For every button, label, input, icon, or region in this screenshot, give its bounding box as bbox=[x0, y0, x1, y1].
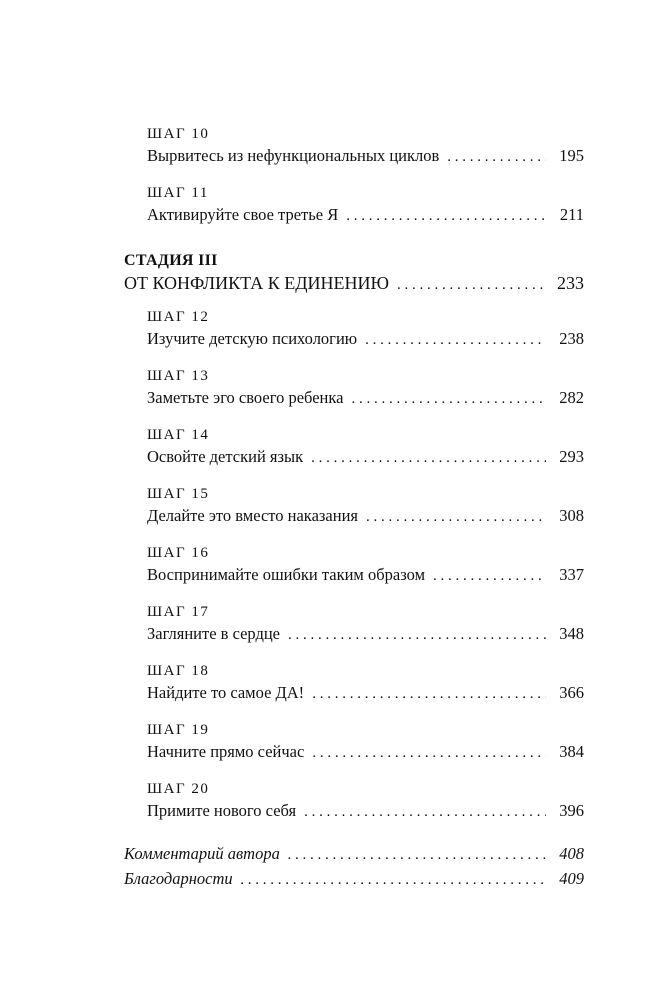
toc-entry bbox=[147, 622, 584, 646]
toc-entry bbox=[147, 563, 584, 587]
toc-step-10[interactable] bbox=[147, 124, 584, 168]
dot-leader bbox=[397, 273, 546, 297]
entry-title: Примите нового себя bbox=[147, 801, 297, 820]
step-label: ШАГ 17 bbox=[147, 604, 210, 620]
entry-title: Воспринимайте ошибки таким образом bbox=[147, 565, 426, 584]
dot-leader bbox=[351, 387, 546, 411]
page-number: 293 bbox=[559, 447, 584, 466]
page-number: 408 bbox=[559, 844, 584, 863]
toc-entry bbox=[147, 799, 584, 823]
step-label: ШАГ 20 bbox=[147, 781, 210, 797]
toc-entry bbox=[147, 203, 584, 227]
entry-title: Заметьте эго своего ребенка bbox=[147, 388, 344, 407]
entry-title: Вырвитесь из нефункциональных циклов bbox=[147, 146, 440, 165]
toc-entry bbox=[147, 740, 584, 764]
toc-entry bbox=[124, 271, 584, 295]
toc-step-20[interactable] bbox=[147, 779, 584, 823]
toc-entry-acknowledgements[interactable] bbox=[124, 866, 584, 891]
dot-leader bbox=[288, 623, 546, 647]
toc-step-18[interactable] bbox=[147, 661, 584, 705]
entry-title: Начните прямо сейчас bbox=[147, 742, 305, 761]
dot-leader bbox=[312, 741, 546, 765]
step-label: ШАГ 13 bbox=[147, 368, 210, 384]
dot-leader bbox=[312, 682, 546, 706]
dot-leader bbox=[366, 505, 546, 529]
page-number: 337 bbox=[559, 565, 584, 584]
toc-entry bbox=[147, 144, 584, 168]
dot-leader bbox=[433, 564, 546, 588]
dot-leader bbox=[365, 328, 546, 352]
toc-step-14[interactable] bbox=[147, 425, 584, 469]
step-label: ШАГ 18 bbox=[147, 663, 210, 679]
page-number: 308 bbox=[559, 506, 584, 525]
stage-title: ОТ КОНФЛИКТА К ЕДИНЕНИЮ bbox=[124, 273, 389, 293]
page-number: 233 bbox=[557, 273, 584, 293]
page-number: 282 bbox=[559, 388, 584, 407]
entry-title: Делайте это вместо наказания bbox=[147, 506, 358, 525]
page-number: 409 bbox=[559, 869, 584, 888]
dot-leader bbox=[288, 843, 546, 868]
stage-label: СТАДИЯ III bbox=[124, 252, 218, 269]
step-label: ШАГ 12 bbox=[147, 309, 210, 325]
step-label: ШАГ 19 bbox=[147, 722, 210, 738]
toc-entry bbox=[147, 445, 584, 469]
toc-step-19[interactable] bbox=[147, 720, 584, 764]
entry-title: Найдите то самое ДА! bbox=[147, 683, 305, 702]
toc-entry bbox=[147, 681, 584, 705]
page-number: 366 bbox=[559, 683, 584, 702]
dot-leader bbox=[241, 868, 546, 893]
table-of-contents bbox=[124, 124, 584, 891]
entry-title: Благодарности bbox=[124, 869, 233, 888]
step-label: ШАГ 10 bbox=[147, 126, 210, 142]
page-number: 211 bbox=[559, 205, 584, 224]
toc-step-17[interactable] bbox=[147, 602, 584, 646]
step-label: ШАГ 16 bbox=[147, 545, 210, 561]
entry-title: Активируйте свое третье Я bbox=[147, 205, 339, 224]
page-number: 348 bbox=[559, 624, 584, 643]
dot-leader bbox=[447, 145, 546, 169]
step-label: ШАГ 14 bbox=[147, 427, 210, 443]
toc-entry-author-comment[interactable] bbox=[124, 841, 584, 866]
toc-step-15[interactable] bbox=[147, 484, 584, 528]
toc-step-12[interactable] bbox=[147, 307, 584, 351]
page-number: 195 bbox=[559, 146, 584, 165]
page-number: 238 bbox=[559, 329, 584, 348]
page-number: 396 bbox=[559, 801, 584, 820]
page-number: 384 bbox=[559, 742, 584, 761]
toc-entry bbox=[147, 327, 584, 351]
toc-step-16[interactable] bbox=[147, 543, 584, 587]
toc-step-11[interactable] bbox=[147, 183, 584, 227]
entry-title: Изучите детскую психологию bbox=[147, 329, 358, 348]
entry-title: Комментарий автора bbox=[124, 844, 280, 863]
step-label: ШАГ 15 bbox=[147, 486, 210, 502]
toc-extras bbox=[124, 841, 584, 891]
entry-title: Загляните в сердце bbox=[147, 624, 281, 643]
toc-stage-3[interactable] bbox=[124, 251, 584, 295]
toc-entry bbox=[147, 504, 584, 528]
entry-title: Освойте детский язык bbox=[147, 447, 304, 466]
step-label: ШАГ 11 bbox=[147, 185, 209, 201]
dot-leader bbox=[311, 446, 546, 470]
toc-step-13[interactable] bbox=[147, 366, 584, 410]
dot-leader bbox=[346, 204, 546, 228]
dot-leader bbox=[304, 800, 546, 824]
toc-entry bbox=[147, 386, 584, 410]
